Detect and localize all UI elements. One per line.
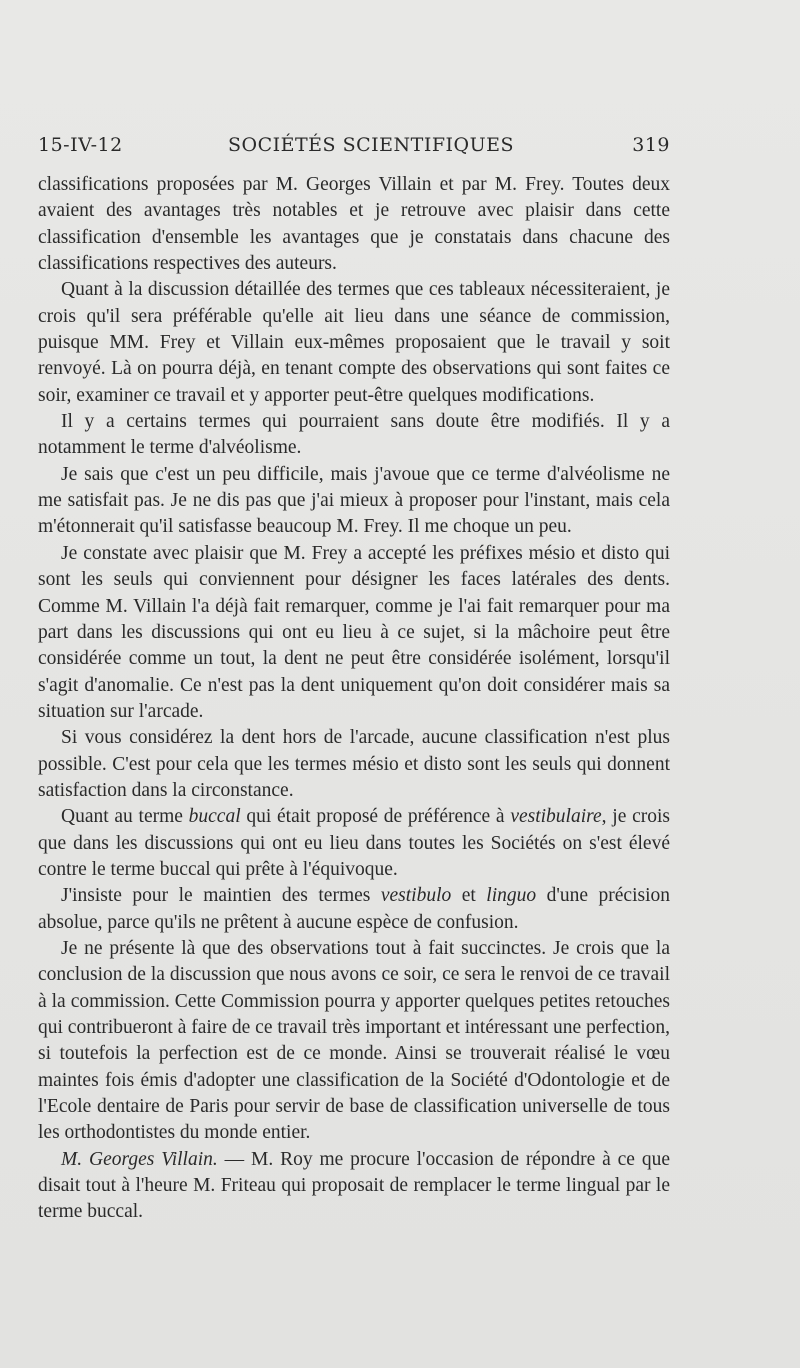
running-header <box>38 134 670 160</box>
italic-term: buccal <box>188 806 241 828</box>
text-run: et <box>451 885 487 907</box>
paragraph <box>38 1147 670 1226</box>
page-number: 319 <box>632 134 670 156</box>
paragraph: classifications proposées par M. Georges Villain et par M. Frey. Toutes deux avaient des avantages très notables et je retrouve avec plaisir dans cette classification d'ensemble les avantages que je constatais dans chacune des classifications respectives des auteurs. <box>38 174 670 275</box>
text-run: qui était proposé de préférence à <box>240 806 511 828</box>
paragraph: Quant à la discussion détaillée des termes que ces tableaux nécessiteraient, je crois qu'il sera préférable qu'elle ait lieu dans une séance de commission, puisque MM. Frey et Villain eux-mêmes proposaient que le travail y soit renvoyé. Là on pourra déjà, en tenant compte des observations qui sont faites ce soir, examiner ce travail et y apporter peut-être quelques modifications. <box>38 279 670 406</box>
speaker-name: M. Georges Villain. <box>61 1148 218 1170</box>
paragraph: Je constate avec plaisir que M. Frey a accepté les préfixes mésio et disto qui sont les seuls qui conviennent pour désigner les faces latérales des dents. Comme M. Villain l'a déjà fait remarquer, comme je l'ai fait remarquer pour ma part dans les discussions qui ont eu lieu à ce sujet, si la mâchoire peut être considérée comme un tout, la dent ne peut être considérée isolément, lorsqu'il s'agit d'anomalie. Ce n'est pas la dent uniquement qu'on doit considérer mais sa situation sur l'arcade. <box>38 542 670 722</box>
paragraph <box>38 804 670 883</box>
paragraph: Je sais que c'est un peu difficile, mais j'avoue que ce terme d'alvéolisme ne me satisfait pas. Je ne dis pas que j'ai mieux à proposer pour l'instant, mais cela m'étonnerait qu'il satisfasse beaucoup M. Frey. Il me choque un peu. <box>38 463 670 538</box>
folio-date: 15-IV-12 <box>38 134 123 156</box>
body-text <box>38 172 670 1226</box>
paragraph <box>38 883 670 936</box>
text-run: , je crois que dans les discussions qui ont eu lieu dans toutes les Sociétés on s'est élevé contre le terme buccal qui prête à l'équivoque. <box>38 806 670 880</box>
running-title: SOCIÉTÉS SCIENTIFIQUES <box>228 134 514 156</box>
italic-term: vestibulaire <box>510 806 602 828</box>
paragraph: Il y a certains termes qui pourraient sans doute être modifiés. Il y a notamment le terme d'alvéolisme. <box>38 411 670 459</box>
paragraph: Si vous considérez la dent hors de l'arcade, aucune classification n'est plus possible. C'est pour cela que les termes mésio et disto sont les seuls qui donnent satisfaction dans la circonstance. <box>38 727 670 801</box>
text-run: J'insiste pour le maintien des termes <box>61 885 381 907</box>
italic-term: linguo <box>486 885 537 907</box>
text-run: d'une précision absolue, parce qu'ils ne prêtent à aucune espèce de confusion. <box>38 885 670 933</box>
paragraph: Je ne présente là que des observations tout à fait succinctes. Je crois que la conclusion de la discussion que nous avons ce soir, ce sera le renvoi de ce travail à la commission. Cette Commission pourra y apporter quelques petites retouches qui contribueront à faire de ce travail très important et intéressant une perfection, si toutefois la perfection est de ce monde. Ainsi se trouverait réalisé le vœu maintes fois émis d'adopter une classification de la Société d'Odontologie et de l'Ecole dentaire de Paris pour servir de base de classification universelle de tous les orthodontistes du monde entier. <box>38 937 670 1144</box>
text-run: Quant au terme <box>61 806 189 828</box>
italic-term: vestibulo <box>380 885 452 907</box>
text-run: — M. Roy me procure l'occasion de répondre à ce que disait tout à l'heure M. Friteau qui proposait de remplacer le terme lingual par le terme buccal. <box>38 1148 670 1223</box>
